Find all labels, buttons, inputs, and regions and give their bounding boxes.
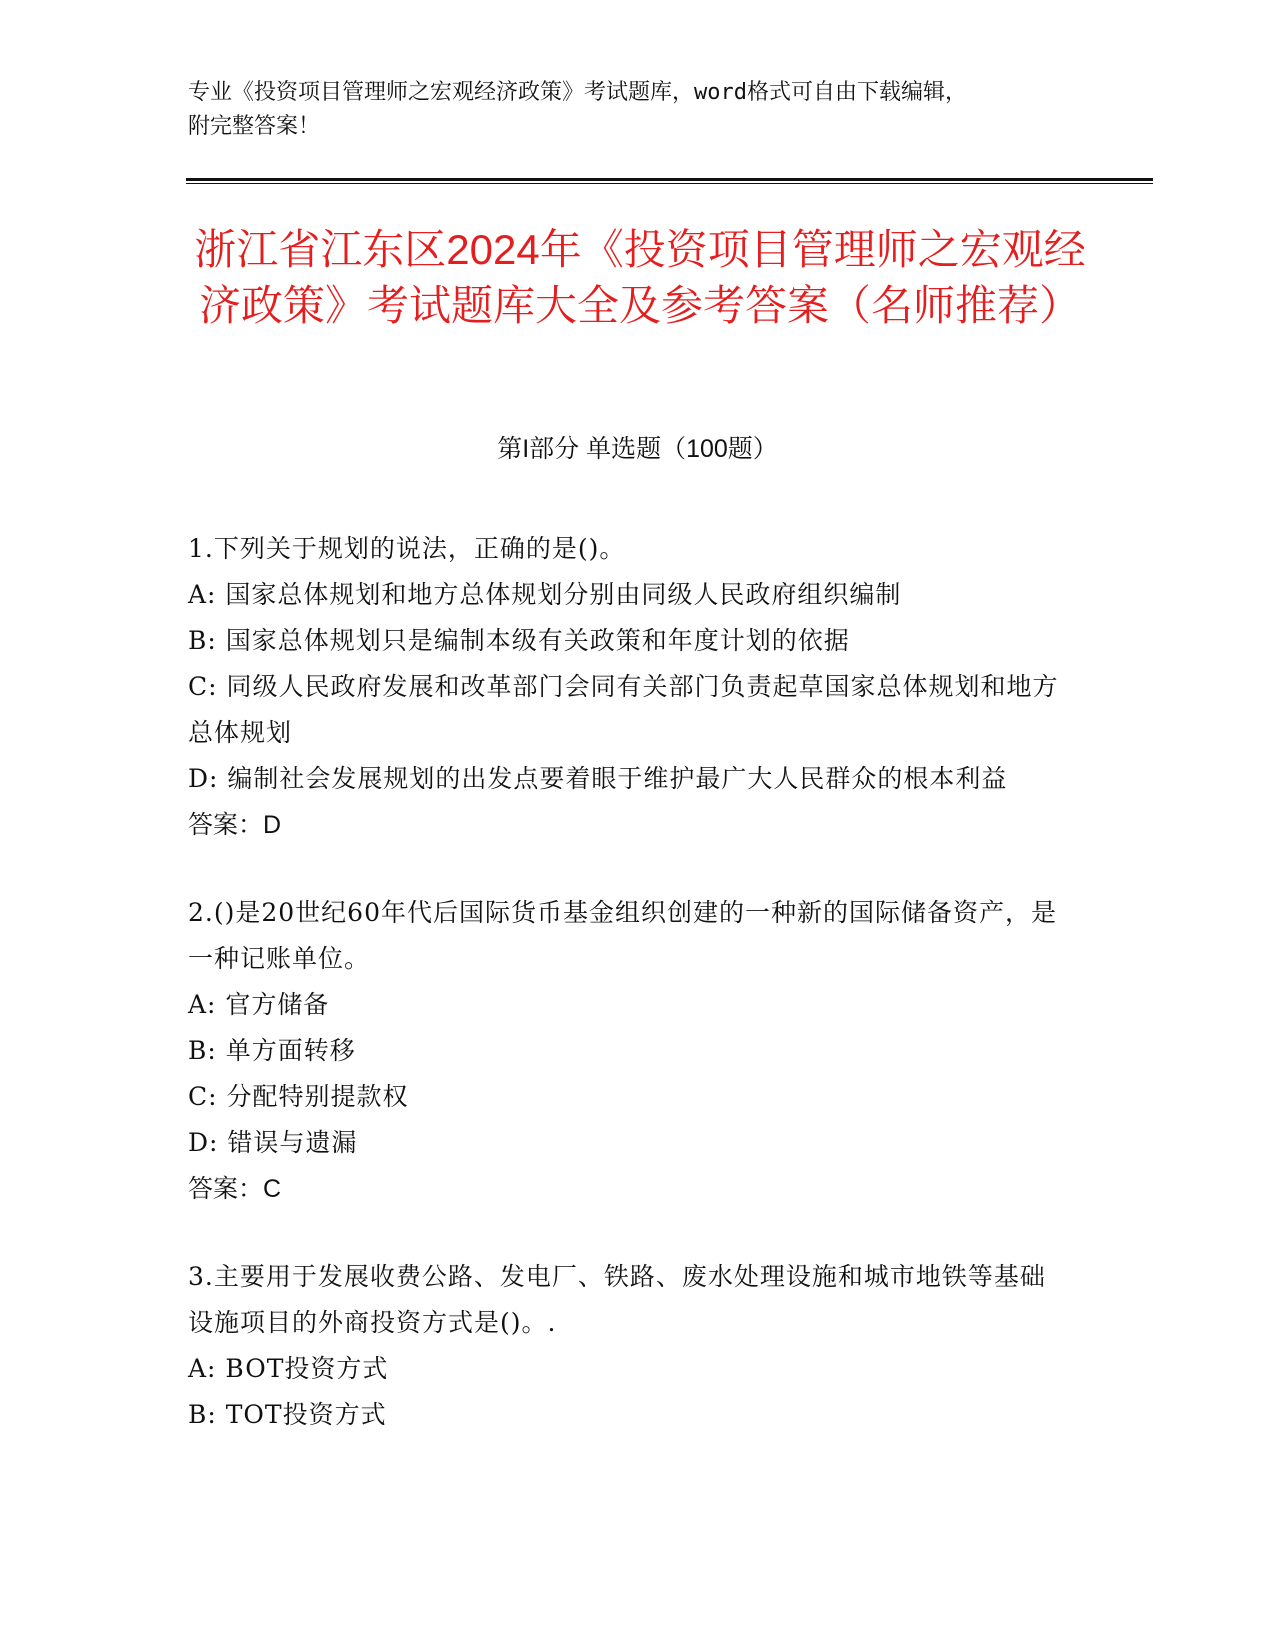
question-item [188,1254,1068,1438]
question-option: C: 分配特别提款权 [188,1082,409,1111]
question-list [188,526,1068,1480]
question-option: D: 错误与遗漏 [188,1128,358,1157]
question-stem: 3.主要用于发展收费公路、发电厂、铁路、废水处理设施和城市地铁等基础设施项目的外商投资方式是()。. [188,1262,1046,1337]
question-item [188,526,1068,848]
question-option: D: 编制社会发展规划的出发点要着眼于维护最广大人民群众的根本利益 [188,764,1008,793]
question-option: A: 国家总体规划和地方总体规划分别由同级人民政府组织编制 [188,580,902,609]
question-option: C: 同级人民政府发展和改革部门会同有关部门负责起草国家总体规划和地方总体规划 [188,672,1059,747]
intro-text [188,76,1088,144]
section-heading: 第I部分 单选题（100题） [497,435,778,463]
question-option: B: TOT投资方式 [188,1400,387,1429]
question-option: A: 官方储备 [188,990,330,1019]
question-stem: 2.()是20世纪60年代后国际货币基金组织创建的一种新的国际储备资产，是一种记账单位。 [188,898,1057,973]
header-divider-thin [186,183,1153,184]
question-item [188,890,1068,1212]
question-answer: 答案：C [188,1175,282,1203]
intro-line-2: 附完整答案！ [188,114,321,139]
question-option: B: 国家总体规划只是编制本级有关政策和年度计划的依据 [188,626,850,655]
header-divider-thick [186,178,1153,181]
question-answer: 答案：D [188,811,282,839]
intro-line-1: 专业《投资项目管理师之宏观经济政策》考试题库，word格式可自由下载编辑， [188,80,967,105]
document-title: 浙江省江东区2024年《投资项目管理师之宏观经济政策》考试题库大全及参考答案（名师推荐） [194,226,1086,329]
question-option: A: BOT投资方式 [188,1354,389,1383]
question-stem: 1.下列关于规划的说法，正确的是()。 [188,534,626,563]
question-option: B: 单方面转移 [188,1036,356,1065]
